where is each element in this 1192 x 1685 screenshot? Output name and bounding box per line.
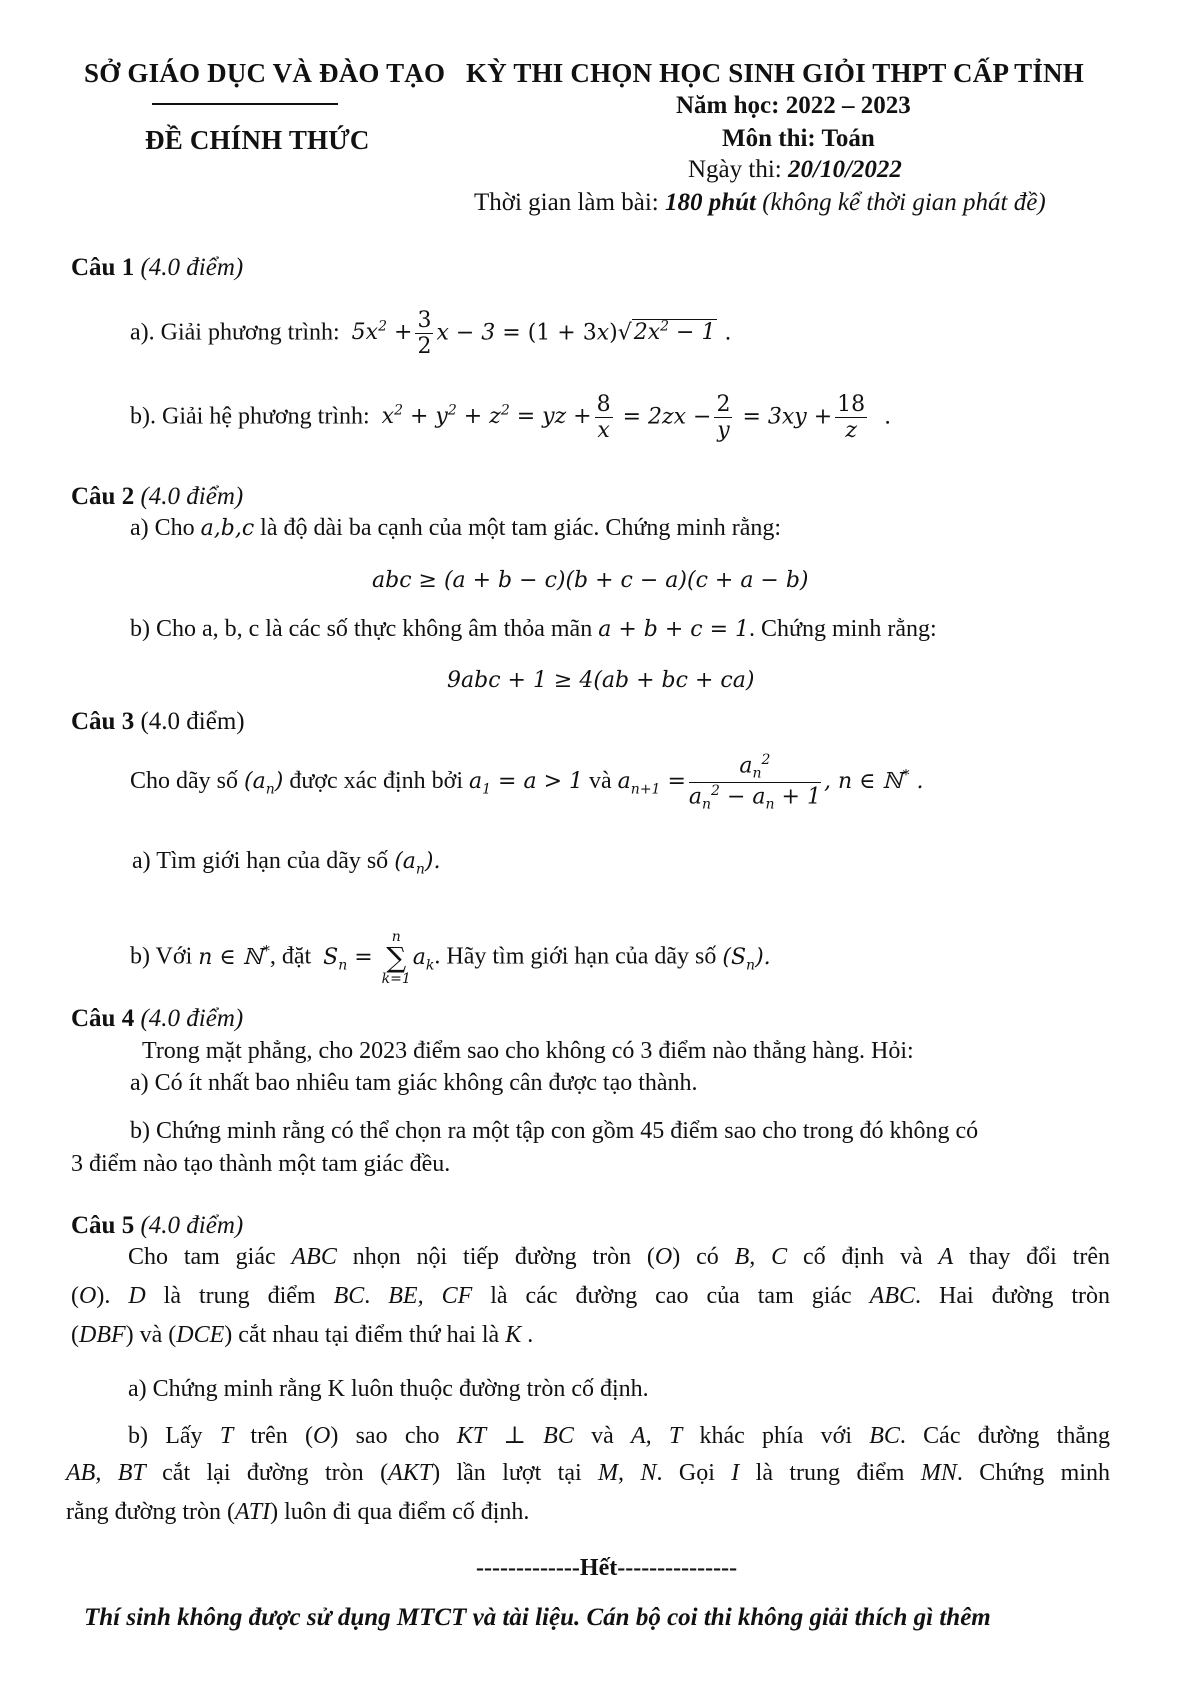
q3b: b) Với n ∈ ℕ*, đặt $S_n$ = n ∑ k=1 $a_k$. Hãy tìm giới hạn của dãy số $(S_n)$.	[130, 929, 771, 987]
q2-heading: Câu 2 (4.0 điểm)	[71, 483, 244, 510]
q3a: a) Tìm giới hạn của dãy số $(a_n)$.	[132, 848, 441, 878]
school-year: Năm học: 2022 – 2023	[676, 92, 911, 119]
q1a: a). Giải phương trình: $5x^2$ + $\frac{3}{2}$ $x - 3 = (1 + 3x)√2x^2 - 1$ .	[130, 308, 732, 360]
department-underline	[152, 103, 338, 105]
q5-intro-line1: Cho tam giác ABC nhọn nội tiếp đường tròn (O) có B, C cố định và A thay đổi trên	[128, 1244, 1110, 1270]
q4b-line2: 3 điểm nào tạo thành một tam giác đều.	[71, 1151, 451, 1177]
end-marker: -------------Hết---------------	[476, 1555, 738, 1581]
official-label: ĐỀ CHÍNH THỨC	[145, 125, 370, 155]
q4b-line1: b) Chứng minh rằng có thể chọn ra một tập con gồm 45 điểm sao cho trong đó không có	[130, 1118, 979, 1144]
q5a: a) Chứng minh rằng K luôn thuộc đường tròn cố định.	[128, 1376, 649, 1402]
footer-note: Thí sinh không được sử dụng MTCT và tài liệu. Cán bộ coi thi không giải thích gì thêm	[84, 1604, 991, 1631]
q4-heading: Câu 4 (4.0 điểm)	[71, 1005, 244, 1032]
exam-date: Ngày thi: 20/10/2022	[688, 156, 902, 183]
q5-heading: Câu 5 (4.0 điểm)	[71, 1212, 244, 1239]
q2a-inequality: abc ≥ (a + b − c)(b + c − a)(c + a − b)	[372, 568, 809, 593]
q2b: b) Cho a, b, c là các số thực không âm thỏa mãn a + b + c = 1. Chứng minh rằng:	[130, 616, 937, 642]
q4-intro: Trong mặt phẳng, cho 2023 điểm sao cho không có 3 điểm nào thẳng hàng. Hỏi:	[142, 1038, 914, 1064]
q1-heading: Câu 1 (4.0 điểm)	[71, 254, 244, 281]
q5b-line1: b) Lấy T trên (O) sao cho KT ⊥ BC và A, T khác phía với BC. Các đường thẳng	[128, 1423, 1110, 1449]
q4a: a) Có ít nhất bao nhiêu tam giác không cân được tạo thành.	[130, 1070, 698, 1096]
time-allowed: Thời gian làm bài: 180 phút (không kể thời gian phát đề)	[474, 189, 1046, 216]
q1b: b). Giải hệ phương trình: $x^2 + y^2 + z^2$ = yz + $\frac{8}{x}$ = 2zx − $\frac{2}{y}$ = 3xy + $\frac{18}{z}$ .	[130, 392, 892, 444]
exam-title: KỲ THI CHỌN HỌC SINH GIỎI THPT CẤP TỈNH	[466, 58, 1084, 88]
q5-intro-line2: (O). D là trung điểm BC. BE, CF là các đường cao của tam giác ABC. Hai đường tròn	[71, 1283, 1111, 1309]
q3-intro: Cho dãy số $(a_n)$ được xác định bởi $a_1 = a > 1$ và $a_{n+1}$ = $\frac{a_n^2}{a_n^2 - a_n + 1}$ , n ∈ ℕ* .	[130, 752, 924, 813]
q5-intro-line3: (DBF) và (DCE) cắt nhau tại điểm thứ hai là K .	[71, 1322, 534, 1348]
q3-heading: Câu 3 (4.0 điểm)	[71, 708, 245, 735]
q2a: a) Cho a,b,c là độ dài ba cạnh của một tam giác. Chứng minh rằng:	[130, 515, 782, 541]
q2b-inequality: 9abc + 1 ≥ 4(ab + bc + ca)	[447, 668, 755, 693]
subject: Môn thi: Toán	[722, 125, 875, 152]
department-title: SỞ GIÁO DỤC VÀ ĐÀO TẠO	[84, 58, 446, 88]
q5b-line3: rằng đường tròn (ATI) luôn đi qua điểm cố định.	[66, 1499, 530, 1525]
q5b-line2: AB, BT cắt lại đường tròn (AKT) lần lượt tại M, N. Gọi I là trung điểm MN. Chứng minh	[66, 1460, 1111, 1486]
